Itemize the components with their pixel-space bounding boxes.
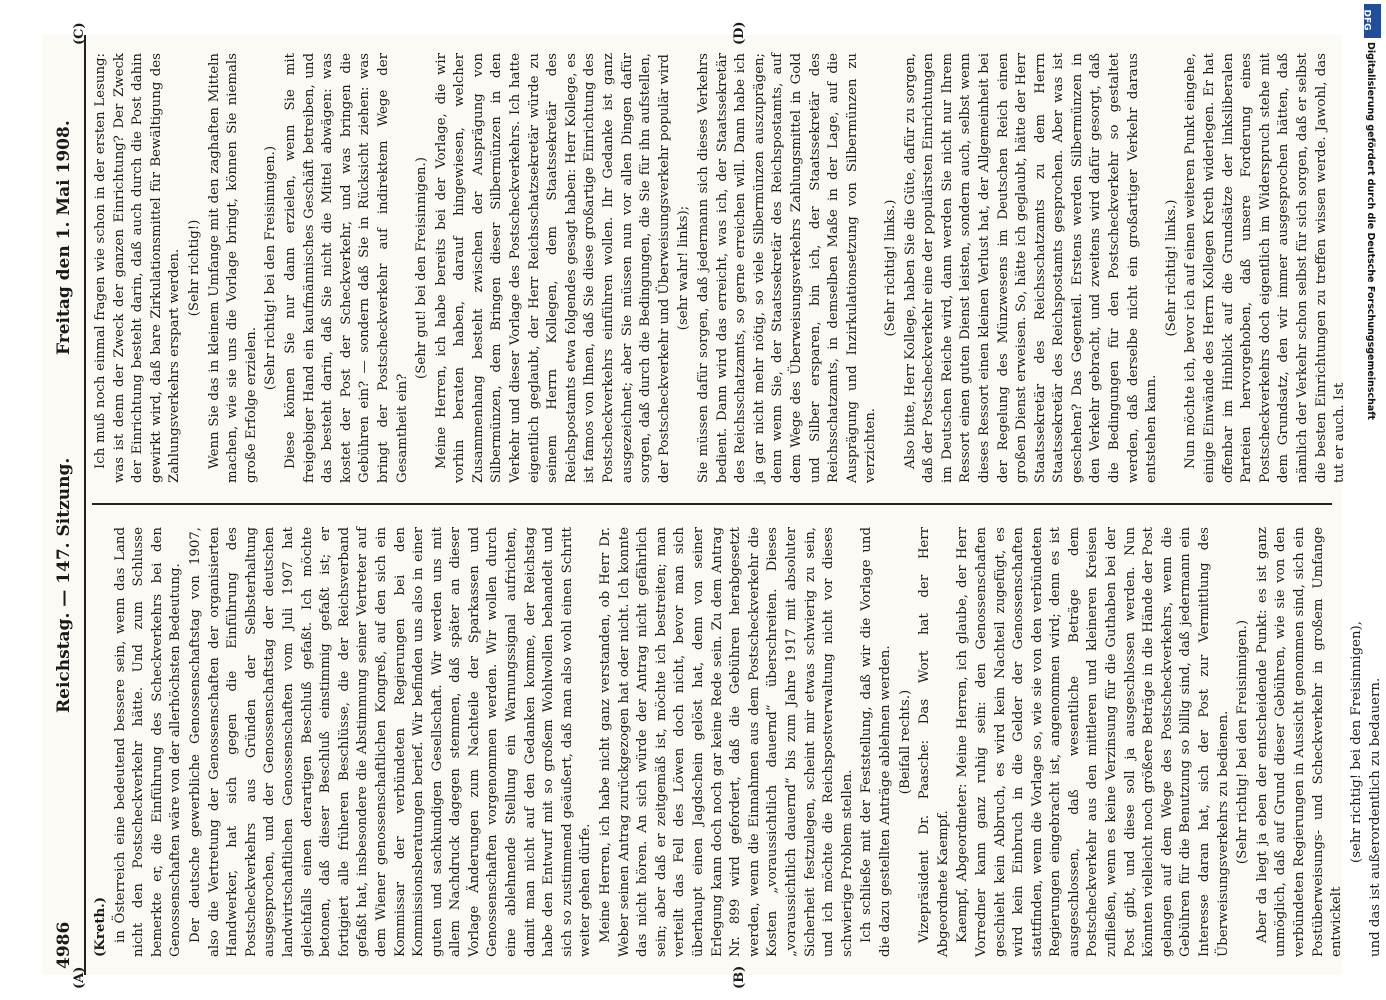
paragraph: in Österreich eine bedeutend bessere sein, wenn das Land nicht den Postscheckverkehr hätte. Und zum Schlusse bemerkte er, die Einführung des Scheckverkehrs bei den Genossenschaften wäre von der allerhöchsten Bedeutung. bbox=[112, 527, 184, 957]
paragraph: Ich schließe mit der Feststellung, daß wir die Vorlage und die dazu gestellten Anträge ablehnen werden. bbox=[859, 527, 893, 957]
page-number: 4986 bbox=[54, 921, 74, 969]
paragraph: Sie müssen dafür sorgen, daß jedermann sich dieses Verkehrs bedient. Dann wird das erreicht, was ich, der Staatssekretär des Reichsschatzamts, so gerne erreichen will. Dann habe ich ja gar nicht mehr nötig, so viele Silbermünzen auszuprägen; denn wenn Sie, der Staatssekretär des Reichspostamts, auf dem Wege des Überweisungsverkehrs Zahlungsmittel in Gold und Silber ersparen, bin ich, der Staatssekretär des Reichsschatzamts, in demselben Maße in der Lage, auf die Ausprägung und Inzirkulationsetzung von Silbermünzen zu verzichten. bbox=[696, 53, 879, 483]
paragraph: Aber da liegt ja eben der entscheidende Punkt: es ist ganz unmöglich, daß auf Grund dieser Gebühren, wie sie von den verbündeten Regierungen in Aussicht genommen sind, sich ein Postüberweisungs- und Scheckverkehr in großem Umfange entwickelt bbox=[1254, 527, 1345, 957]
interjection: (Sehr richtig! bei den Freisinnigen.) bbox=[1235, 619, 1251, 865]
session-title: Reichstag. — 147. Sitzung. bbox=[54, 457, 74, 713]
paragraph: Der deutsche gewerbliche Genossenschaftstag von 1907, also die Vertretung der Genossenschaften der organisierten Handwerker, hat sich gegen die Einführung des Postscheckverkehrs aus Gründen der Selbsterhaltung ausgesprochen, und der Genossenschaftstag der deutschen landwirtschaftlichen Genossenschaften vom Juli 1907 hat gleichfalls einen derartigen Beschluß gefaßt. Ich möchte betonen, daß dieser Beschluß einstimmig gefaßt ist; er fortigiert alle früheren Beschlüsse, die der Reichsverband gefaßt hat, insbesondere die Abstimmung seiner Vertreter auf dem Wiener genossenschaftlichen Kongreß, auf den sich ein Kommissar der verbündeten Regierungen bei den Kommissionsberatungen berief. Wir befinden uns also in einer guten und sachkundigen Gesellschaft. Wir werden uns mit allem Nachdruck dagegen stemmen, daß später an dieser Vorlage Änderungen zum Nachteile der Sparkassen und Genossenschaften vorgenommen werden. Wir wollen durch eine ablehnende Stellung ein Warnungssignal aufrichten, damit man nicht auf den Gedanken komme, der Reichstag habe den Entwurf mit so großem Wohlwollen behandelt und sich so zustimmend geäußert, daß man also wohl einen Schritt weiter gehen dürfe. bbox=[187, 527, 594, 957]
paragraph: Diese können Sie nur dann erzielen, wenn Sie mit freigebiger Hand ein kaufmännisches Geschäft betreiben, und das besteht darin, daß Sie nicht die Mittel abwägen: was kostet der Post der Scheckverkehr, und was bringen die Gebühren ein? — sondern daß Sie in Rücksicht ziehen: was bringt der Postscheckverkehr auf indirektem Wege der Gesamtheit ein? bbox=[282, 53, 410, 483]
margin-mark-d: (D) bbox=[732, 21, 747, 45]
interjection: (Beifall rechts.) bbox=[897, 689, 913, 795]
paragraph: Vizepräsident Dr. Paasche: Das Wort hat der Herr Abgeordnete Kaempf. bbox=[917, 527, 951, 957]
digitization-credit: Digitalisierung gefördert durch die Deutsche Forschungsgemeinschaft bbox=[1365, 42, 1376, 420]
digitization-credit-strip bbox=[1362, 0, 1383, 1000]
paragraph: Ich muß noch einmal fragen wie schon in der ersten Lesung: was ist denn der Zweck der ganzen Einrichtung? Der Zweck der Einrichtung besteht darin, daß auch durch die Post dahin gewirkt wird, daß bare Zirkulationsmittel für Bewältigung des Zahlungsverkehrs erspart werden. bbox=[93, 53, 183, 483]
paragraph: Meine Herren, ich habe bereits bei der Vorlage, die wir vorhin beraten haben, darauf hingewiesen, welcher Zusammenhang besteht zwischen der Ausprägung von Silbermünzen, dem Bringen dieser Silbermünzen in den Verkehr und dieser Vorlage des Postscheckverkehrs. Ich hatte eigentlich geglaubt, der Herr Reichsschatzsekretär würde zu seinem Herrn Kollegen, dem Staatssekretär des Reichspostamts etwa folgendes gesagt haben: Herr Kollege, es ist famos von Ihnen, daß Sie diese großartige Einrichtung des Postscheckverkehrs einführen wollen. Ihr Gedanke ist ganz ausgezeichnet; aber Sie müssen nun vor allen Dingen dafür sorgen, daß durch die Bedingungen, die Sie für ihn aufstellen, der Postscheckverkehr und Überweisungsverkehr populär wird bbox=[433, 53, 672, 483]
interjection: (sehr wahr! links); bbox=[676, 205, 692, 331]
paragraph: Kaempf, Abgeordneter: Meine Herren, ich glaube, der Herr Vorredner kann ganz ruhig sein: den Genossenschaften geschieht kein Abbruch, es wird kein Nachteil zugefügt, es wird kein Einbruch in die Gelder der Genossenschaften stattfinden, wenn die Vorlage so, wie sie von den verbündeten Regierungen eingebracht ist, angenommen wird; denn es ist ausgeschlossen, daß wesentliche Beträge dem Postscheckverkehr aus den mittleren und kleineren Kreisen zufließen, wenn es keine Verzinsung für die Guthaben bei der Post gibt, und diese soll ja ausgeschlossen werden. Nun könnten vielleicht noch größere Beträge in die Hände der Post gelangen auf dem Wege des Postscheckverkehrs, wenn die Gebühren für die Benutzung so billig sind, daß jedermann ein Interesse daran hat, sich der Post zur Vermittlung des Überweisungsverkehrs zu bedienen. bbox=[955, 527, 1231, 957]
paragraph: Wenn Sie das in kleinem Umfange mit den zaghaften Mitteln machen, wie sie uns die Vorlage bringt, können Sie niemals große Erfolge erzielen. bbox=[206, 53, 259, 483]
dfg-logo: DFG bbox=[1364, 4, 1381, 38]
paragraph: Also bitte, Herr Kollege, haben Sie die Güte, dafür zu sorgen, daß der Postscheckverkehr eine der populärsten Einrichtungen im Deutschen Reiche wird, dann werden Sie nicht nur Ihrem Ressort einen guten Dienst leisten, sondern auch, selbst wenn dieses Ressort einen kleinen Verlust hat, der Allgemeinheit bei der Regelung des Münzwesens im Deutschen Reich einen großen Dienst erweisen. So, hätte ich geglaubt, hätte der Herr Staatssekretär des Reichsschatzamts zu dem Herrn Staatssekretär des Reichspostamts gesprochen. Aber was ist geschehen? Das Gegenteil. Erstens werden Silbermünzen in den Verkehr gebracht, und zweitens wird dafür gesorgt, daß die Bedingungen für den Postscheckverkehr so gestaltet werden, daß derselbe nicht ein großartiger Verkehr daraus entstehen kann. bbox=[902, 53, 1160, 483]
interjection: (Sehr richtig!) bbox=[186, 219, 202, 317]
interjection: (Sehr richtig! bei den Freisinnigen.) bbox=[263, 145, 279, 391]
interjection: (Sehr richtig! links.) bbox=[1163, 199, 1179, 337]
column-divider bbox=[92, 503, 1332, 505]
speaker-note: (Kreth.) bbox=[93, 896, 108, 957]
paragraph: Meine Herren, ich habe nicht ganz verstanden, ob Herr Dr. Weber seinen Antrag zurückgezogen hat oder nicht. Ich konnte das nicht hören. An sich würde der Antrag nicht gefährlich sein; aber daß er zeitgemäß ist, möchte ich bestreiten; man verteilt das Fell des Löwen doch nicht, bevor man sich überhaupt einen Jagdschein gelöst hat, denn von seiner Erlegung kann doch noch gar keine Rede sein. Zu dem Antrag Nr. 899 wird gefordert, daß die Gebühren herabgesetzt werden, wenn die Einnahmen aus dem Postscheckverkehr die Kosten „voraussichtlich dauernd“ überschreiten. Dieses „voraussichtlich dauernd“ bis zum Jahre 1917 mit absoluter Sicherheit festzulegen, scheint mir etwas schwierig zu sein, und ich möchte die Reichspostverwaltung nicht vor dieses schwierige Problem stellen. bbox=[598, 527, 855, 957]
margin-mark-b: (B) bbox=[732, 965, 747, 989]
left-text-column bbox=[92, 527, 1384, 957]
margin-mark-c: (C) bbox=[72, 22, 87, 45]
interjection: (sehr richtig! bei den Freisinnigen), bbox=[1348, 621, 1364, 863]
issue-date: Freitag den 1. Mai 1908. bbox=[54, 120, 74, 355]
right-text-column bbox=[92, 53, 1348, 483]
interjection: (Sehr gut! bei den Freisinnigen.) bbox=[414, 157, 430, 379]
page-header bbox=[42, 35, 86, 975]
paragraph: Nun möchte ich, bevor ich auf einen weiteren Punkt eingehe, einige Einwände des Herrn Kollegen Kreth widerlegen. Er hat offenbar im Hinblick auf die Grundsätze der linksliberalen Parteien hervorgehoben, daß unsere Forderung eines Postscheckverkehrs doch eigentlich im Widerspruch stehe mit dem Grundsatz, den wir immer ausgesprochen hätten, daß nämlich der Verkehr schon selbst für sich sorgen, daß er selbst die besten Einrichtungen zu treffen wissen werde. Jawohl, das tut er auch. Ist bbox=[1183, 53, 1348, 483]
interjection: (Sehr richtig! links.) bbox=[882, 199, 898, 337]
paragraph: und das ist außerordentlich zu bedauern. bbox=[1368, 677, 1384, 957]
margin-mark-a: (A) bbox=[72, 966, 87, 989]
